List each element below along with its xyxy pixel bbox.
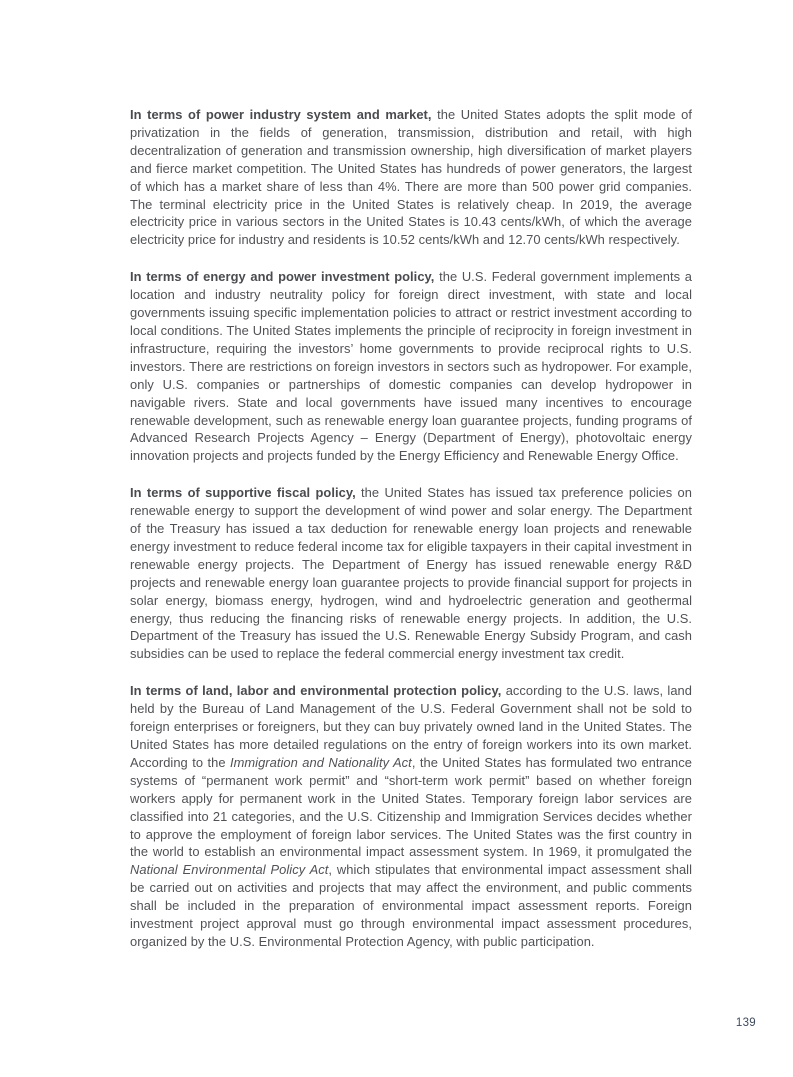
paragraph-body: according to the U.S. laws, land held by the Bureau of Land Management of the U.S. Federal Government shall not be sold to foreign enterprises or foreigners, but they can buy privately owned land in the United States. The United States has more detailed regulations on the entry of foreign workers into its own market. According to the	[130, 683, 692, 770]
paragraph-body: the United States has issued tax preference policies on renewable energy to support the development of wind power and solar energy. The Department of the Treasury has issued a tax deduction for renewable energy loan projects and renewable energy investment to reduce federal income tax for eligible taxpayers in their capital investment in renewable energy projects. The Department of Energy has issued renewable energy R&D projects and renewable energy loan guarantee projects to provide financial support for projects in solar energy, biomass energy, hydrogen, wind and hydroelectric generation and geothermal energy, thus reducing the financing risks of renewable energy projects. In addition, the U.S. Department of the Treasury has issued the U.S. Renewable Energy Subsidy Program, and cash subsidies can be used to replace the federal commercial energy investment tax credit.	[130, 485, 692, 662]
paragraph-body: , which stipulates that environmental impact assessment shall be carried out on activities and projects that may affect the environment, and public comments shall be included in the preparation of environmental impact assessment reports. Foreign investment project approval must go through environmental impact assessment procedures, organized by the U.S. Environmental Protection Agency, with public participation.	[130, 862, 693, 949]
paragraph-energy-and-power-investment-policy	[130, 268, 692, 465]
paragraph-lead: In terms of energy and power investment policy,	[130, 269, 435, 285]
page-number: 139	[735, 1017, 756, 1029]
paragraph-body: the U.S. Federal government implements a location and industry neutrality policy for foreign direct investment, with state and local governments issuing specific implementation policies to attract or restrict investment according to local conditions. The United States implements the principle of reciprocity in foreign investment in infrastructure, requiring the investors’ home governments to provide reciprocal rights to U.S. investors. There are restrictions on foreign investors in sectors such as hydropower. For example, only U.S. companies or partnerships of domestic companies can develop hydropower in navigable rivers. State and local governments have issued many incentives to encourage renewable development, such as renewable energy loan guarantee projects, funding programs of Advanced Research Projects Agency – Energy (Department of Energy), photovoltaic energy innovation projects and projects funded by the Energy Efficiency and Renewable Energy Office.	[130, 269, 692, 464]
page-content	[130, 106, 692, 951]
paragraph-lead: In terms of land, labor and environmental protection policy,	[130, 683, 502, 699]
act-title-immigration-and-nationality: Immigration and Nationality Act	[229, 754, 412, 770]
paragraph-power-industry-system-and-market	[130, 106, 692, 249]
paragraph-land-labor-environmental-protection-policy	[130, 682, 692, 951]
act-title-national-environmental-policy: National Environmental Policy Act	[130, 862, 329, 878]
paragraph-body: , the United States has formulated two entrance systems of “permanent work permit” and “short-term work permit” based on whether foreign workers apply for permanent work in the United States. Temporary foreign labor services are classified into 21 categories, and the U.S. Citizenship and Immigration Services decides whether to approve the employment of foreign labor services. The United States was the first country in the world to establish an environmental impact assessment system. In 1969, it promulgated the	[130, 754, 692, 860]
paragraph-lead: In terms of power industry system and market,	[130, 107, 432, 122]
paragraph-supportive-fiscal-policy	[130, 484, 692, 663]
paragraph-lead: In terms of supportive fiscal policy,	[130, 485, 356, 501]
paragraph-body: the United States adopts the split mode of privatization in the fields of generation, transmission, distribution and retail, with high decentralization of generation and transmission ownership, high diversification of market players and fierce market competition. The United States has hundreds of power generators, the largest of which has a market share of less than 4%. There are more than 500 power grid companies. The terminal electricity price in the United States is relatively cheap. In 2019, the average electricity price in various sectors in the United States is 10.43 cents/kWh, of which the average electricity price for industry and residents is 10.52 cents/kWh and 12.70 cents/kWh respectively.	[130, 107, 693, 248]
